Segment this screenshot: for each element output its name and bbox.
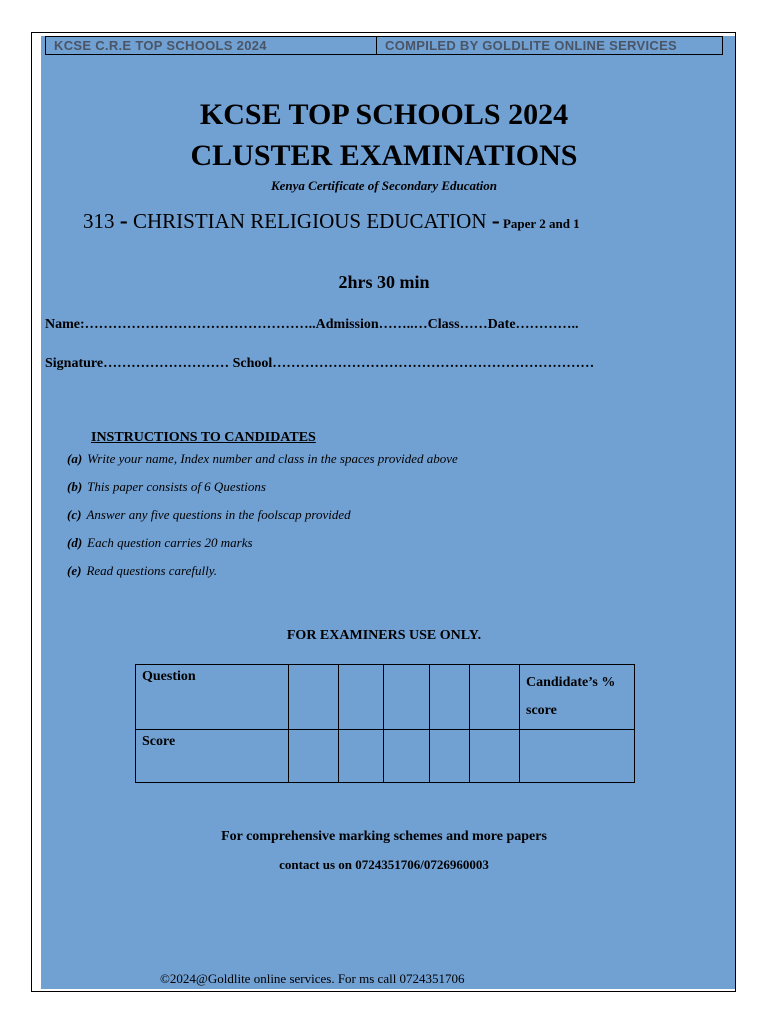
subject-name: CHRISTIAN RELIGIOUS EDUCATION [127,209,492,233]
paper-label: Paper 2 and 1 [499,216,580,231]
score-table [135,664,635,783]
candidate-percent-line2: score [526,703,557,718]
question-label-cell: Question [136,665,289,730]
header-left: KCSE C.R.E TOP SCHOOLS 2024 [46,37,377,54]
table-row-question [136,665,635,730]
instruction-item [67,563,458,591]
exam-title: KCSE TOP SCHOOLS 2024 [199,98,569,131]
subject-dash: - [119,208,128,234]
instruction-item [67,507,458,535]
subject-code: 313 [83,209,120,233]
candidate-percent-header [520,665,635,730]
score-label-cell: Score [136,730,289,783]
subject-line [83,208,580,235]
table-row-score [136,730,635,783]
question-cell-2[interactable] [339,665,384,730]
running-header [45,36,723,55]
score-cell-4[interactable] [430,730,470,783]
instruction-text: Write your name, Index number and class in the spaces provided above [87,451,458,466]
candidate-percent-cell[interactable] [520,730,635,783]
instruction-text: Read questions carefully. [86,563,218,578]
instruction-tag: (a) [67,451,83,466]
question-cell-5[interactable] [470,665,520,730]
header-right: COMPILED BY GOLDLITE ONLINE SERVICES [385,38,678,53]
instruction-tag: (d) [67,535,83,550]
score-cell-1[interactable] [289,730,339,783]
duration: 2hrs 30 min [338,272,430,292]
footer-contact: contact us on 0724351706/0726960003 [279,857,489,872]
name-admission-line[interactable]: Name:…………………………………………..Admission……..…Class……Date………….. [45,317,579,332]
score-cell-2[interactable] [339,730,384,783]
question-cell-3[interactable] [384,665,430,730]
certificate-subtitle: Kenya Certificate of Secondary Education [270,178,498,193]
question-cell-4[interactable] [430,665,470,730]
instruction-text: Each question carries 20 marks [87,535,253,550]
instructions-heading: INSTRUCTIONS TO CANDIDATES [91,430,316,445]
instruction-text: This paper consists of 6 Questions [87,479,266,494]
exam-subtitle-main: CLUSTER EXAMINATIONS [190,139,578,172]
footer-promo: For comprehensive marking schemes and more papers [221,829,547,844]
instruction-tag: (c) [67,507,82,522]
instruction-item [67,451,458,479]
question-cell-1[interactable] [289,665,339,730]
instructions-list [67,451,458,591]
score-cell-3[interactable] [384,730,430,783]
copyright-notice: ©2024@Goldlite online services. For ms call 0724351706 [160,971,465,986]
instruction-tag: (e) [67,563,82,578]
candidate-percent-line1: Candidate’s % [526,675,616,690]
score-cell-5[interactable] [470,730,520,783]
signature-school-line[interactable]: Signature……………………… School…………………………………………………………… [45,356,595,371]
instruction-item [67,535,458,563]
instruction-tag: (b) [67,479,83,494]
subject-dash-2: - [491,208,500,234]
examiners-heading: FOR EXAMINERS USE ONLY. [286,628,482,643]
instruction-item [67,479,458,507]
instruction-text: Answer any five questions in the foolscap provided [86,507,351,522]
